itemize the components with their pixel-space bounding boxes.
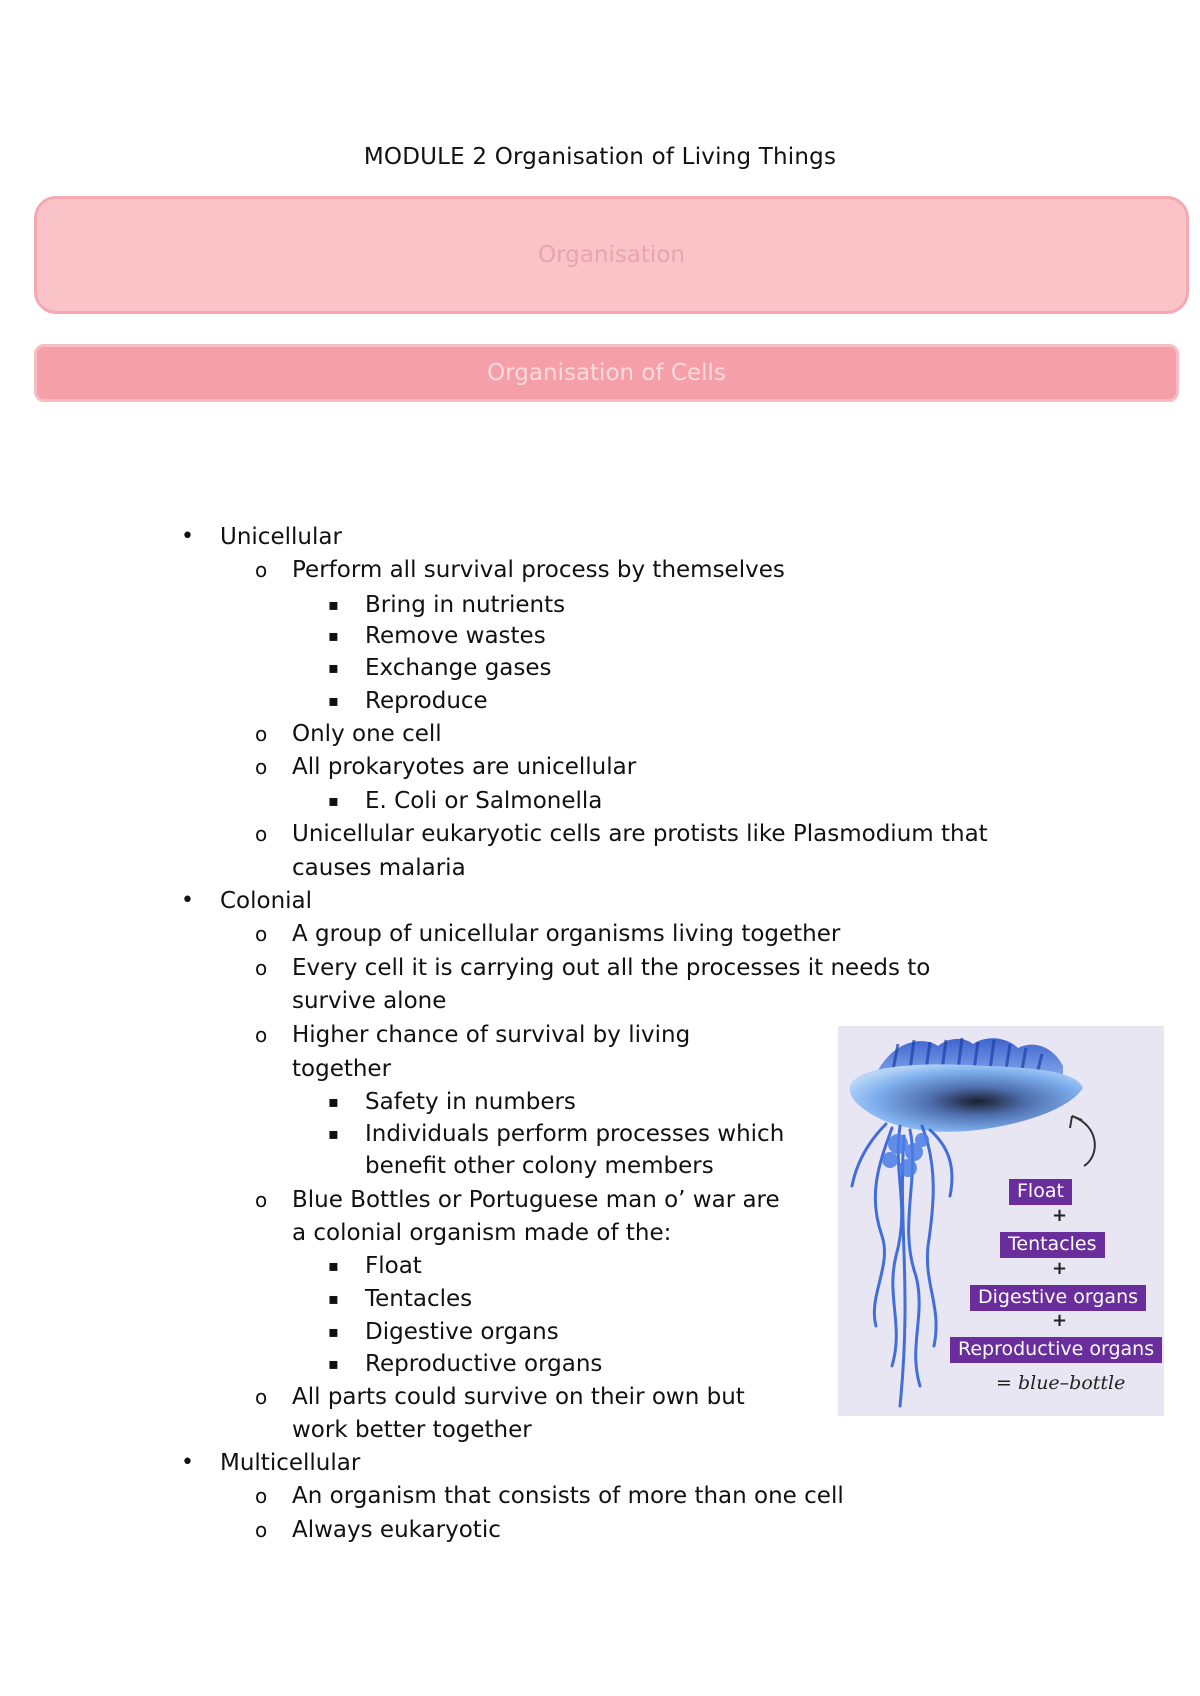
list-item-every-cell-line1: Every cell it is carrying out all the processes it needs to <box>292 955 931 981</box>
bullet-level2-icon: o <box>255 1518 268 1542</box>
bullet-level3-icon: ▪ <box>328 658 339 677</box>
bullet-level3-icon: ▪ <box>328 595 339 614</box>
list-item: Tentacles <box>365 1286 473 1312</box>
list-item: An organism that consists of more than one cell <box>292 1483 844 1509</box>
figure-label-digestive-organs: Digestive organs <box>970 1285 1146 1311</box>
list-item: Remove wastes <box>365 623 546 649</box>
list-item-individuals-line2: benefit other colony members <box>365 1153 714 1179</box>
list-item: Always eukaryotic <box>292 1517 501 1543</box>
list-item-eukaryotic-line2: causes malaria <box>292 855 466 881</box>
list-item: Bring in nutrients <box>365 592 566 618</box>
bullet-level2-icon: o <box>255 922 268 946</box>
bullet-level3-icon: ▪ <box>328 791 339 810</box>
figure-label-float: Float <box>1009 1179 1072 1205</box>
list-item-eukaryotic-line1: Unicellular eukaryotic cells are protists like Plasmodium that <box>292 821 988 847</box>
bullet-level3-icon: ▪ <box>328 1354 339 1373</box>
bullet-level3-icon: ▪ <box>328 1322 339 1341</box>
banner-organisation-of-cells-label: Organisation of Cells <box>487 360 726 386</box>
bullet-level2-icon: o <box>255 755 268 779</box>
figure-result: = blue–bottle <box>996 1372 1126 1394</box>
bullet-level1-icon: • <box>181 1450 194 1475</box>
list-item: Float <box>365 1253 422 1279</box>
figure-plus: + <box>1052 1205 1068 1226</box>
list-item-every-cell-line2: survive alone <box>292 988 447 1014</box>
bullet-level3-icon: ▪ <box>328 1092 339 1111</box>
bullet-level2-icon: o <box>255 822 268 846</box>
list-item-group: A group of unicellular organisms living together <box>292 921 841 947</box>
list-item: Reproductive organs <box>365 1351 603 1377</box>
figure-label-tentacles: Tentacles <box>1000 1232 1105 1258</box>
list-item-one-cell: Only one cell <box>292 721 442 747</box>
bullet-level2-icon: o <box>255 1484 268 1508</box>
bullet-level3-icon: ▪ <box>328 626 339 645</box>
heading-multicellular: Multicellular <box>220 1450 361 1476</box>
bullet-level3-icon: ▪ <box>328 1124 339 1143</box>
bullet-level2-icon: o <box>255 956 268 980</box>
list-item-higher-chance-line1: Higher chance of survival by living <box>292 1022 691 1048</box>
bullet-level2-icon: o <box>255 558 268 582</box>
list-item-blue-bottles-line2: a colonial organism made of the: <box>292 1220 672 1246</box>
bullet-level2-icon: o <box>255 1385 268 1409</box>
document-title: MODULE 2 Organisation of Living Things <box>363 144 837 170</box>
list-item-higher-chance-line2: together <box>292 1056 392 1082</box>
figure-plus: + <box>1052 1310 1068 1331</box>
bullet-level3-icon: ▪ <box>328 1289 339 1308</box>
list-item: Digestive organs <box>365 1319 559 1345</box>
heading-colonial: Colonial <box>220 888 313 914</box>
list-item-individuals-line1: Individuals perform processes which <box>365 1121 785 1147</box>
bullet-level3-icon: ▪ <box>328 1256 339 1275</box>
list-item-prokaryotes: All prokaryotes are unicellular <box>292 754 637 780</box>
bullet-level2-icon: o <box>255 1188 268 1212</box>
blue-bottle-figure <box>838 1026 1164 1416</box>
figure-label-reproductive-organs: Reproductive organs <box>950 1337 1162 1363</box>
list-item: Exchange gases <box>365 655 552 681</box>
list-item-blue-bottles-line1: Blue Bottles or Portuguese man o’ war are <box>292 1187 780 1213</box>
bullet-level1-icon: • <box>181 524 194 549</box>
banner-organisation-label: Organisation <box>538 242 685 268</box>
bullet-level2-icon: o <box>255 722 268 746</box>
bullet-level3-icon: ▪ <box>328 691 339 710</box>
list-item: Reproduce <box>365 688 488 714</box>
bullet-level1-icon: • <box>181 888 194 913</box>
figure-plus: + <box>1052 1258 1068 1279</box>
list-item-survival: Perform all survival process by themselves <box>292 557 785 583</box>
list-item-all-parts-line2: work better together <box>292 1417 532 1443</box>
list-item: Safety in numbers <box>365 1089 576 1115</box>
list-item-all-parts-line1: All parts could survive on their own but <box>292 1384 745 1410</box>
heading-unicellular: Unicellular <box>220 524 342 550</box>
bullet-level2-icon: o <box>255 1023 268 1047</box>
list-item: E. Coli or Salmonella <box>365 788 603 814</box>
